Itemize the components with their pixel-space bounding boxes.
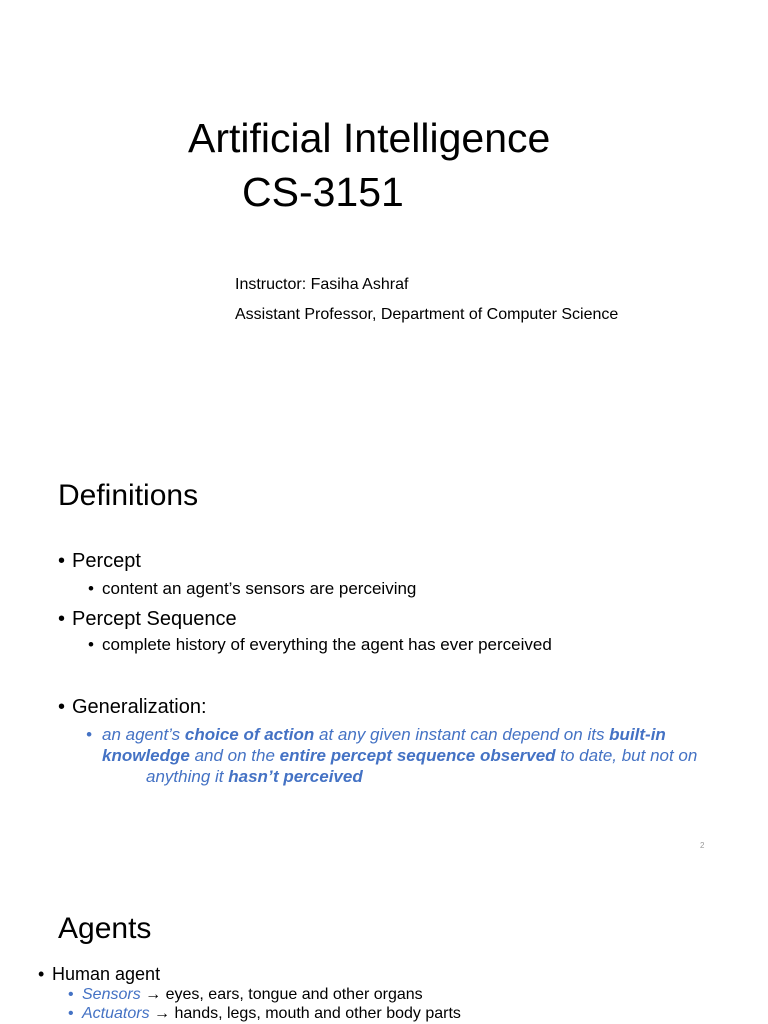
list-item-generalization: [58, 697, 207, 717]
slide-title-line1: Artificial Intelligence: [188, 115, 551, 161]
sensors-text: eyes, ears, tongue and other organs: [161, 986, 423, 1003]
bullet-icon: •: [58, 608, 66, 630]
generalization-emphasis-1: choice of action: [184, 725, 315, 744]
bullet-icon: •: [86, 725, 92, 744]
percept-definition: content an agent’s sensors are perceiving: [102, 579, 417, 598]
list-item-percept-sequence: [58, 609, 237, 629]
instructor-position: Assistant Professor, Department of Computer Science: [235, 306, 619, 323]
bullet-icon: •: [88, 635, 94, 654]
generalization-emphasis-4: hasn’t perceived: [228, 767, 363, 786]
page-number: 2: [700, 841, 705, 850]
generalization-text-4: to date, but not on: [555, 746, 698, 765]
arrow-icon: →: [145, 986, 162, 1003]
list-subitem-sensors: [68, 987, 423, 1003]
generalization-emphasis-2: built-in knowledge: [102, 725, 666, 765]
human-agent-label: Human agent: [52, 964, 161, 984]
list-subitem-percept-sequence: [88, 636, 552, 653]
generalization-text-3: and on the: [189, 746, 280, 765]
bullet-icon: •: [58, 696, 66, 718]
percept-label: Percept: [72, 550, 141, 572]
bullet-icon: •: [58, 550, 66, 572]
bullet-icon: •: [38, 964, 45, 984]
percept-sequence-definition: complete history of everything the agent has ever perceived: [102, 635, 552, 654]
slide-title-line2: CS-3151: [242, 169, 404, 215]
list-item-percept: [58, 551, 141, 571]
generalization-statement: [86, 724, 716, 787]
generalization-text-5: anything it: [146, 767, 229, 786]
arrow-icon: →: [154, 1005, 171, 1022]
generalization-emphasis-3: entire percept sequence observed: [279, 746, 556, 765]
agents-heading: Agents: [58, 912, 152, 945]
percept-sequence-label: Percept Sequence: [72, 608, 237, 630]
generalization-text-2: at any given instant can depend on its: [314, 725, 610, 744]
instructor-name: Instructor: Fasiha Ashraf: [235, 276, 409, 293]
list-item-human-agent: [38, 965, 160, 983]
actuators-text: hands, legs, mouth and other body parts: [170, 1005, 461, 1022]
generalization-label: Generalization:: [72, 696, 207, 718]
definitions-heading: Definitions: [58, 479, 199, 512]
actuators-label: Actuators: [82, 1005, 150, 1022]
list-subitem-percept: [88, 580, 416, 597]
bullet-icon: •: [88, 579, 94, 598]
bullet-icon: •: [68, 1005, 74, 1022]
bullet-icon: •: [68, 986, 74, 1003]
generalization-text-1: an agent’s: [102, 725, 185, 744]
sensors-label: Sensors: [82, 986, 141, 1003]
list-subitem-actuators: [68, 1006, 461, 1022]
